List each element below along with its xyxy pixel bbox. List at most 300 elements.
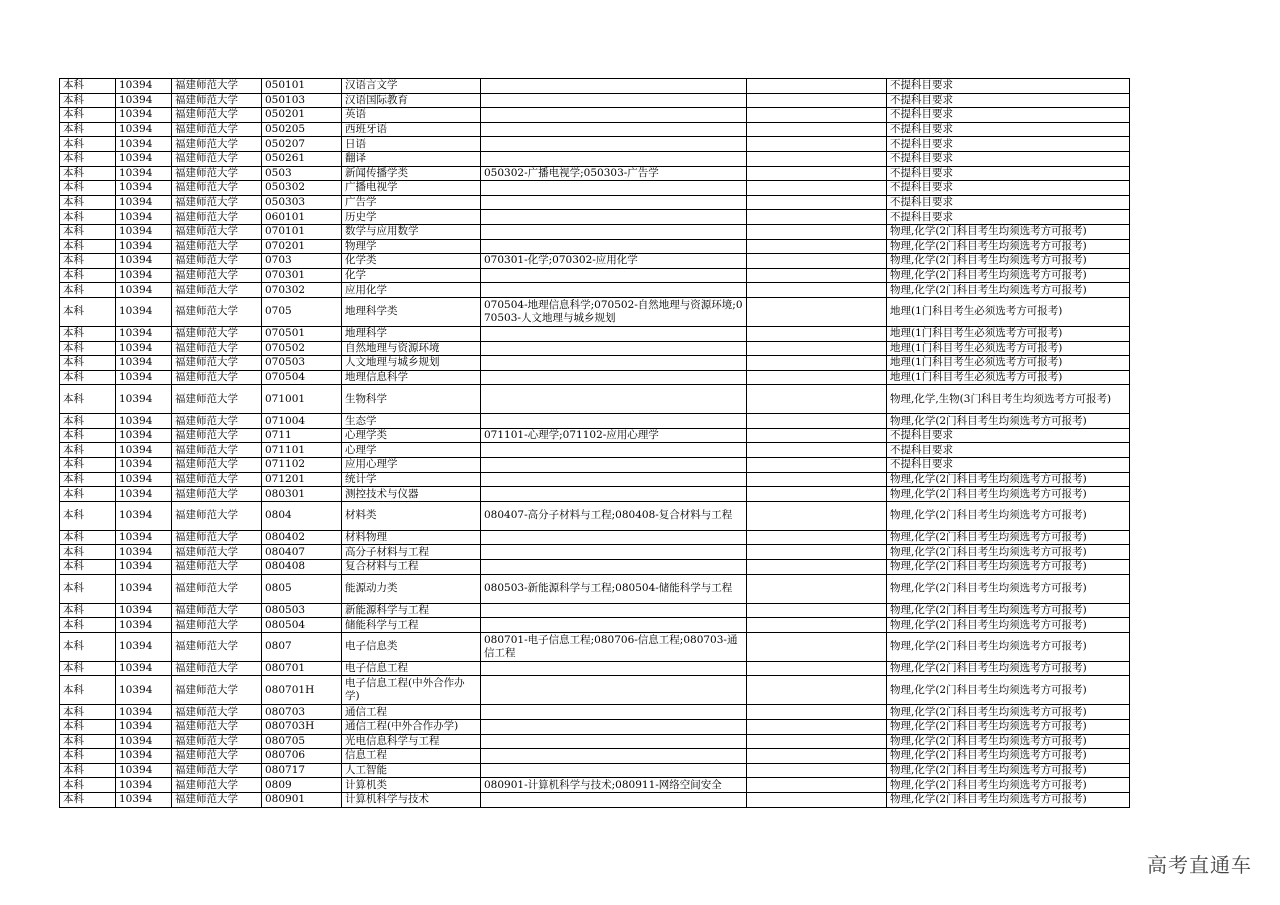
level-cell: 本科 xyxy=(60,151,116,166)
table-row xyxy=(60,778,1130,793)
included-majors-cell xyxy=(481,93,747,108)
subject-requirement-cell: 物理,化学(2门科目考生均须选考方可报考) xyxy=(887,501,1130,530)
level-cell: 本科 xyxy=(60,487,116,502)
major-code-cell: 050205 xyxy=(262,122,342,137)
level-cell: 本科 xyxy=(60,224,116,239)
major-name-cell: 复合材料与工程 xyxy=(342,560,481,575)
major-name-cell: 地理科学类 xyxy=(342,297,481,326)
major-code-cell: 0703 xyxy=(262,254,342,269)
blank-cell xyxy=(747,530,887,545)
major-name-cell: 生物科学 xyxy=(342,385,481,414)
table-row xyxy=(60,370,1130,385)
included-majors-cell: 070301-化学;070302-应用化学 xyxy=(481,254,747,269)
included-majors-cell: 080407-高分子材料与工程;080408-复合材料与工程 xyxy=(481,501,747,530)
school-name-cell: 福建师范大学 xyxy=(172,93,262,108)
blank-cell xyxy=(747,137,887,152)
school-name-cell: 福建师范大学 xyxy=(172,224,262,239)
school-name-cell: 福建师范大学 xyxy=(172,297,262,326)
subject-requirement-cell: 不提科目要求 xyxy=(887,93,1130,108)
blank-cell xyxy=(747,778,887,793)
blank-cell xyxy=(747,661,887,676)
blank-cell xyxy=(747,151,887,166)
major-name-cell: 计算机类 xyxy=(342,778,481,793)
table-row xyxy=(60,792,1130,807)
major-name-cell: 心理学类 xyxy=(342,428,481,443)
subject-requirement-cell: 物理,化学(2门科目考生均须选考方可报考) xyxy=(887,661,1130,676)
school-name-cell: 福建师范大学 xyxy=(172,734,262,749)
blank-cell xyxy=(747,676,887,705)
major-name-cell: 地理信息科学 xyxy=(342,370,481,385)
major-code-cell: 070503 xyxy=(262,356,342,371)
school-code-cell: 10394 xyxy=(116,341,172,356)
school-code-cell: 10394 xyxy=(116,385,172,414)
school-name-cell: 福建师范大学 xyxy=(172,137,262,152)
blank-cell xyxy=(747,181,887,196)
major-code-cell: 071101 xyxy=(262,443,342,458)
school-name-cell: 福建师范大学 xyxy=(172,254,262,269)
included-majors-cell xyxy=(481,370,747,385)
included-majors-cell xyxy=(481,268,747,283)
table-row xyxy=(60,151,1130,166)
included-majors-cell xyxy=(481,458,747,473)
table-row xyxy=(60,326,1130,341)
school-code-cell: 10394 xyxy=(116,501,172,530)
level-cell: 本科 xyxy=(60,458,116,473)
major-name-cell: 日语 xyxy=(342,137,481,152)
school-name-cell: 福建师范大学 xyxy=(172,749,262,764)
blank-cell xyxy=(747,385,887,414)
school-code-cell: 10394 xyxy=(116,618,172,633)
subject-requirement-cell: 物理,化学(2门科目考生均须选考方可报考) xyxy=(887,530,1130,545)
school-name-cell: 福建师范大学 xyxy=(172,166,262,181)
school-name-cell: 福建师范大学 xyxy=(172,458,262,473)
subject-requirement-cell: 不提科目要求 xyxy=(887,443,1130,458)
major-name-cell: 人文地理与城乡规划 xyxy=(342,356,481,371)
included-majors-cell xyxy=(481,530,747,545)
subject-requirement-cell: 地理(1门科目考生必须选考方可报考) xyxy=(887,356,1130,371)
major-code-cell: 080701H xyxy=(262,676,342,705)
school-name-cell: 福建师范大学 xyxy=(172,326,262,341)
major-name-cell: 化学类 xyxy=(342,254,481,269)
major-code-cell: 0503 xyxy=(262,166,342,181)
school-name-cell: 福建师范大学 xyxy=(172,603,262,618)
level-cell: 本科 xyxy=(60,545,116,560)
school-name-cell: 福建师范大学 xyxy=(172,341,262,356)
subject-requirement-cell: 物理,化学(2门科目考生均须选考方可报考) xyxy=(887,603,1130,618)
school-name-cell: 福建师范大学 xyxy=(172,239,262,254)
included-majors-cell xyxy=(481,356,747,371)
subject-requirement-cell: 不提科目要求 xyxy=(887,210,1130,225)
blank-cell xyxy=(747,326,887,341)
subject-requirement-cell: 地理(1门科目考生必须选考方可报考) xyxy=(887,326,1130,341)
included-majors-cell xyxy=(481,443,747,458)
included-majors-cell xyxy=(481,122,747,137)
table-row xyxy=(60,356,1130,371)
table-row xyxy=(60,122,1130,137)
major-code-cell: 0711 xyxy=(262,428,342,443)
included-majors-cell xyxy=(481,79,747,94)
subject-requirement-cell: 物理,化学(2门科目考生均须选考方可报考) xyxy=(887,763,1130,778)
school-code-cell: 10394 xyxy=(116,720,172,735)
included-majors-cell xyxy=(481,341,747,356)
school-code-cell: 10394 xyxy=(116,195,172,210)
school-name-cell: 福建师范大学 xyxy=(172,778,262,793)
level-cell: 本科 xyxy=(60,414,116,429)
blank-cell xyxy=(747,122,887,137)
school-name-cell: 福建师范大学 xyxy=(172,268,262,283)
subject-requirement-cell: 物理,化学(2门科目考生均须选考方可报考) xyxy=(887,749,1130,764)
table-row xyxy=(60,385,1130,414)
level-cell: 本科 xyxy=(60,268,116,283)
major-code-cell: 080706 xyxy=(262,749,342,764)
school-name-cell: 福建师范大学 xyxy=(172,151,262,166)
included-majors-cell xyxy=(481,792,747,807)
major-name-cell: 英语 xyxy=(342,108,481,123)
watermark: 高考直通车 xyxy=(1147,853,1252,877)
blank-cell xyxy=(747,297,887,326)
major-name-cell: 西班牙语 xyxy=(342,122,481,137)
blank-cell xyxy=(747,224,887,239)
table-row xyxy=(60,501,1130,530)
school-name-cell: 福建师范大学 xyxy=(172,676,262,705)
school-name-cell: 福建师范大学 xyxy=(172,705,262,720)
subject-requirement-cell: 不提科目要求 xyxy=(887,151,1130,166)
included-majors-cell xyxy=(481,472,747,487)
school-name-cell: 福建师范大学 xyxy=(172,79,262,94)
level-cell: 本科 xyxy=(60,79,116,94)
major-code-cell: 070504 xyxy=(262,370,342,385)
major-name-cell: 新闻传播学类 xyxy=(342,166,481,181)
blank-cell xyxy=(747,749,887,764)
major-name-cell: 通信工程 xyxy=(342,705,481,720)
major-code-cell: 050207 xyxy=(262,137,342,152)
table-row xyxy=(60,341,1130,356)
table-row xyxy=(60,458,1130,473)
included-majors-cell xyxy=(481,560,747,575)
school-code-cell: 10394 xyxy=(116,443,172,458)
subject-requirement-cell: 物理,化学(2门科目考生均须选考方可报考) xyxy=(887,720,1130,735)
blank-cell xyxy=(747,560,887,575)
school-name-cell: 福建师范大学 xyxy=(172,443,262,458)
subject-requirement-cell: 物理,化学(2门科目考生均须选考方可报考) xyxy=(887,472,1130,487)
major-code-cell: 080717 xyxy=(262,763,342,778)
major-name-cell: 化学 xyxy=(342,268,481,283)
level-cell: 本科 xyxy=(60,661,116,676)
major-code-cell: 070501 xyxy=(262,326,342,341)
level-cell: 本科 xyxy=(60,341,116,356)
level-cell: 本科 xyxy=(60,166,116,181)
school-name-cell: 福建师范大学 xyxy=(172,560,262,575)
table-row xyxy=(60,414,1130,429)
major-name-cell: 测控技术与仪器 xyxy=(342,487,481,502)
school-code-cell: 10394 xyxy=(116,181,172,196)
table-row xyxy=(60,661,1130,676)
school-code-cell: 10394 xyxy=(116,560,172,575)
table-row xyxy=(60,632,1130,661)
major-name-cell: 材料类 xyxy=(342,501,481,530)
school-code-cell: 10394 xyxy=(116,734,172,749)
major-code-cell: 050303 xyxy=(262,195,342,210)
included-majors-cell xyxy=(481,283,747,298)
major-name-cell: 翻译 xyxy=(342,151,481,166)
school-code-cell: 10394 xyxy=(116,414,172,429)
blank-cell xyxy=(747,734,887,749)
school-code-cell: 10394 xyxy=(116,210,172,225)
school-code-cell: 10394 xyxy=(116,370,172,385)
major-name-cell: 生态学 xyxy=(342,414,481,429)
table-row xyxy=(60,93,1130,108)
major-name-cell: 地理科学 xyxy=(342,326,481,341)
subject-requirement-cell: 物理,化学(2门科目考生均须选考方可报考) xyxy=(887,574,1130,603)
blank-cell xyxy=(747,195,887,210)
table-row xyxy=(60,472,1130,487)
subject-requirement-cell: 不提科目要求 xyxy=(887,79,1130,94)
level-cell: 本科 xyxy=(60,254,116,269)
blank-cell xyxy=(747,283,887,298)
school-code-cell: 10394 xyxy=(116,93,172,108)
school-code-cell: 10394 xyxy=(116,472,172,487)
subject-requirement-cell: 物理,化学(2门科目考生均须选考方可报考) xyxy=(887,632,1130,661)
major-code-cell: 070301 xyxy=(262,268,342,283)
subject-requirement-cell: 地理(1门科目考生必须选考方可报考) xyxy=(887,370,1130,385)
table-row xyxy=(60,254,1130,269)
blank-cell xyxy=(747,618,887,633)
school-name-cell: 福建师范大学 xyxy=(172,370,262,385)
subject-requirement-cell: 不提科目要求 xyxy=(887,137,1130,152)
major-name-cell: 能源动力类 xyxy=(342,574,481,603)
school-code-cell: 10394 xyxy=(116,661,172,676)
school-code-cell: 10394 xyxy=(116,487,172,502)
school-code-cell: 10394 xyxy=(116,545,172,560)
school-name-cell: 福建师范大学 xyxy=(172,181,262,196)
major-name-cell: 自然地理与资源环境 xyxy=(342,341,481,356)
blank-cell xyxy=(747,632,887,661)
major-code-cell: 080407 xyxy=(262,545,342,560)
level-cell: 本科 xyxy=(60,443,116,458)
major-name-cell: 信息工程 xyxy=(342,749,481,764)
subject-requirement-cell: 物理,化学(2门科目考生均须选考方可报考) xyxy=(887,414,1130,429)
school-name-cell: 福建师范大学 xyxy=(172,545,262,560)
major-code-cell: 050201 xyxy=(262,108,342,123)
level-cell: 本科 xyxy=(60,734,116,749)
school-code-cell: 10394 xyxy=(116,137,172,152)
school-code-cell: 10394 xyxy=(116,268,172,283)
major-name-cell: 高分子材料与工程 xyxy=(342,545,481,560)
blank-cell xyxy=(747,763,887,778)
blank-cell xyxy=(747,705,887,720)
included-majors-cell xyxy=(481,385,747,414)
school-name-cell: 福建师范大学 xyxy=(172,763,262,778)
blank-cell xyxy=(747,458,887,473)
table-row xyxy=(60,676,1130,705)
major-code-cell: 071102 xyxy=(262,458,342,473)
blank-cell xyxy=(747,79,887,94)
subject-requirement-cell: 不提科目要求 xyxy=(887,458,1130,473)
major-code-cell: 080701 xyxy=(262,661,342,676)
school-name-cell: 福建师范大学 xyxy=(172,661,262,676)
subject-requirement-cell: 不提科目要求 xyxy=(887,181,1130,196)
major-name-cell: 广告学 xyxy=(342,195,481,210)
table-row xyxy=(60,705,1130,720)
blank-cell xyxy=(747,603,887,618)
school-name-cell: 福建师范大学 xyxy=(172,472,262,487)
blank-cell xyxy=(747,166,887,181)
subject-requirement-cell: 不提科目要求 xyxy=(887,108,1130,123)
school-name-cell: 福建师范大学 xyxy=(172,574,262,603)
table-row xyxy=(60,297,1130,326)
level-cell: 本科 xyxy=(60,137,116,152)
school-code-cell: 10394 xyxy=(116,122,172,137)
school-name-cell: 福建师范大学 xyxy=(172,210,262,225)
included-majors-cell xyxy=(481,720,747,735)
major-code-cell: 071201 xyxy=(262,472,342,487)
major-code-cell: 070302 xyxy=(262,283,342,298)
blank-cell xyxy=(747,428,887,443)
included-majors-cell xyxy=(481,618,747,633)
level-cell: 本科 xyxy=(60,530,116,545)
major-code-cell: 080408 xyxy=(262,560,342,575)
included-majors-cell xyxy=(481,763,747,778)
school-code-cell: 10394 xyxy=(116,530,172,545)
table-row xyxy=(60,545,1130,560)
major-name-cell: 应用心理学 xyxy=(342,458,481,473)
included-majors-cell: 050302-广播电视学;050303-广告学 xyxy=(481,166,747,181)
major-name-cell: 材料物理 xyxy=(342,530,481,545)
school-code-cell: 10394 xyxy=(116,151,172,166)
school-name-cell: 福建师范大学 xyxy=(172,720,262,735)
school-code-cell: 10394 xyxy=(116,224,172,239)
blank-cell xyxy=(747,443,887,458)
school-name-cell: 福建师范大学 xyxy=(172,501,262,530)
blank-cell xyxy=(747,93,887,108)
level-cell: 本科 xyxy=(60,574,116,603)
subject-requirement-cell: 不提科目要求 xyxy=(887,122,1130,137)
school-code-cell: 10394 xyxy=(116,254,172,269)
table-row xyxy=(60,268,1130,283)
major-name-cell: 光电信息科学与工程 xyxy=(342,734,481,749)
major-code-cell: 0804 xyxy=(262,501,342,530)
school-name-cell: 福建师范大学 xyxy=(172,283,262,298)
level-cell: 本科 xyxy=(60,108,116,123)
school-code-cell: 10394 xyxy=(116,356,172,371)
level-cell: 本科 xyxy=(60,356,116,371)
major-name-cell: 汉语言文学 xyxy=(342,79,481,94)
included-majors-cell xyxy=(481,676,747,705)
included-majors-cell xyxy=(481,734,747,749)
major-name-cell: 广播电视学 xyxy=(342,181,481,196)
table-row xyxy=(60,166,1130,181)
table-row xyxy=(60,428,1130,443)
subject-requirement-cell: 物理,化学(2门科目考生均须选考方可报考) xyxy=(887,545,1130,560)
school-code-cell: 10394 xyxy=(116,705,172,720)
included-majors-cell xyxy=(481,603,747,618)
school-code-cell: 10394 xyxy=(116,326,172,341)
level-cell: 本科 xyxy=(60,720,116,735)
table-row xyxy=(60,763,1130,778)
subject-requirement-cell: 不提科目要求 xyxy=(887,428,1130,443)
level-cell: 本科 xyxy=(60,501,116,530)
level-cell: 本科 xyxy=(60,385,116,414)
school-code-cell: 10394 xyxy=(116,749,172,764)
school-code-cell: 10394 xyxy=(116,778,172,793)
major-code-cell: 080703 xyxy=(262,705,342,720)
major-name-cell: 人工智能 xyxy=(342,763,481,778)
school-name-cell: 福建师范大学 xyxy=(172,632,262,661)
level-cell: 本科 xyxy=(60,326,116,341)
blank-cell xyxy=(747,239,887,254)
school-name-cell: 福建师范大学 xyxy=(172,122,262,137)
major-code-cell: 080402 xyxy=(262,530,342,545)
major-code-cell: 071001 xyxy=(262,385,342,414)
blank-cell xyxy=(747,341,887,356)
blank-cell xyxy=(747,472,887,487)
table-row xyxy=(60,181,1130,196)
major-code-cell: 060101 xyxy=(262,210,342,225)
included-majors-cell: 071101-心理学;071102-应用心理学 xyxy=(481,428,747,443)
included-majors-cell xyxy=(481,239,747,254)
included-majors-cell: 080901-计算机科学与技术;080911-网络空间安全 xyxy=(481,778,747,793)
table-row xyxy=(60,283,1130,298)
major-code-cell: 070201 xyxy=(262,239,342,254)
included-majors-cell xyxy=(481,326,747,341)
major-code-cell: 0807 xyxy=(262,632,342,661)
school-code-cell: 10394 xyxy=(116,283,172,298)
school-name-cell: 福建师范大学 xyxy=(172,414,262,429)
included-majors-cell xyxy=(481,108,747,123)
school-name-cell: 福建师范大学 xyxy=(172,356,262,371)
subject-requirement-cell: 物理,化学(2门科目考生均须选考方可报考) xyxy=(887,224,1130,239)
subject-requirement-cell: 物理,化学(2门科目考生均须选考方可报考) xyxy=(887,734,1130,749)
level-cell: 本科 xyxy=(60,778,116,793)
major-name-cell: 物理学 xyxy=(342,239,481,254)
school-code-cell: 10394 xyxy=(116,428,172,443)
major-code-cell: 0805 xyxy=(262,574,342,603)
school-code-cell: 10394 xyxy=(116,632,172,661)
school-code-cell: 10394 xyxy=(116,108,172,123)
level-cell: 本科 xyxy=(60,283,116,298)
major-code-cell: 0705 xyxy=(262,297,342,326)
major-name-cell: 电子信息工程(中外合作办学) xyxy=(342,676,481,705)
major-name-cell: 电子信息工程 xyxy=(342,661,481,676)
included-majors-cell xyxy=(481,705,747,720)
blank-cell xyxy=(747,254,887,269)
included-majors-cell xyxy=(481,224,747,239)
major-code-cell: 070502 xyxy=(262,341,342,356)
included-majors-cell: 080503-新能源科学与工程;080504-储能科学与工程 xyxy=(481,574,747,603)
major-name-cell: 数学与应用数学 xyxy=(342,224,481,239)
subject-requirement-cell: 物理,化学(2门科目考生均须选考方可报考) xyxy=(887,487,1130,502)
included-majors-cell xyxy=(481,137,747,152)
level-cell: 本科 xyxy=(60,792,116,807)
school-code-cell: 10394 xyxy=(116,792,172,807)
school-code-cell: 10394 xyxy=(116,603,172,618)
subject-requirement-cell: 物理,化学(2门科目考生均须选考方可报考) xyxy=(887,618,1130,633)
level-cell: 本科 xyxy=(60,428,116,443)
blank-cell xyxy=(747,487,887,502)
school-name-cell: 福建师范大学 xyxy=(172,428,262,443)
blank-cell xyxy=(747,574,887,603)
table-body xyxy=(60,79,1130,808)
level-cell: 本科 xyxy=(60,93,116,108)
included-majors-cell xyxy=(481,195,747,210)
major-name-cell: 计算机科学与技术 xyxy=(342,792,481,807)
table-row xyxy=(60,749,1130,764)
major-code-cell: 0809 xyxy=(262,778,342,793)
school-code-cell: 10394 xyxy=(116,458,172,473)
school-name-cell: 福建师范大学 xyxy=(172,618,262,633)
level-cell: 本科 xyxy=(60,472,116,487)
level-cell: 本科 xyxy=(60,560,116,575)
